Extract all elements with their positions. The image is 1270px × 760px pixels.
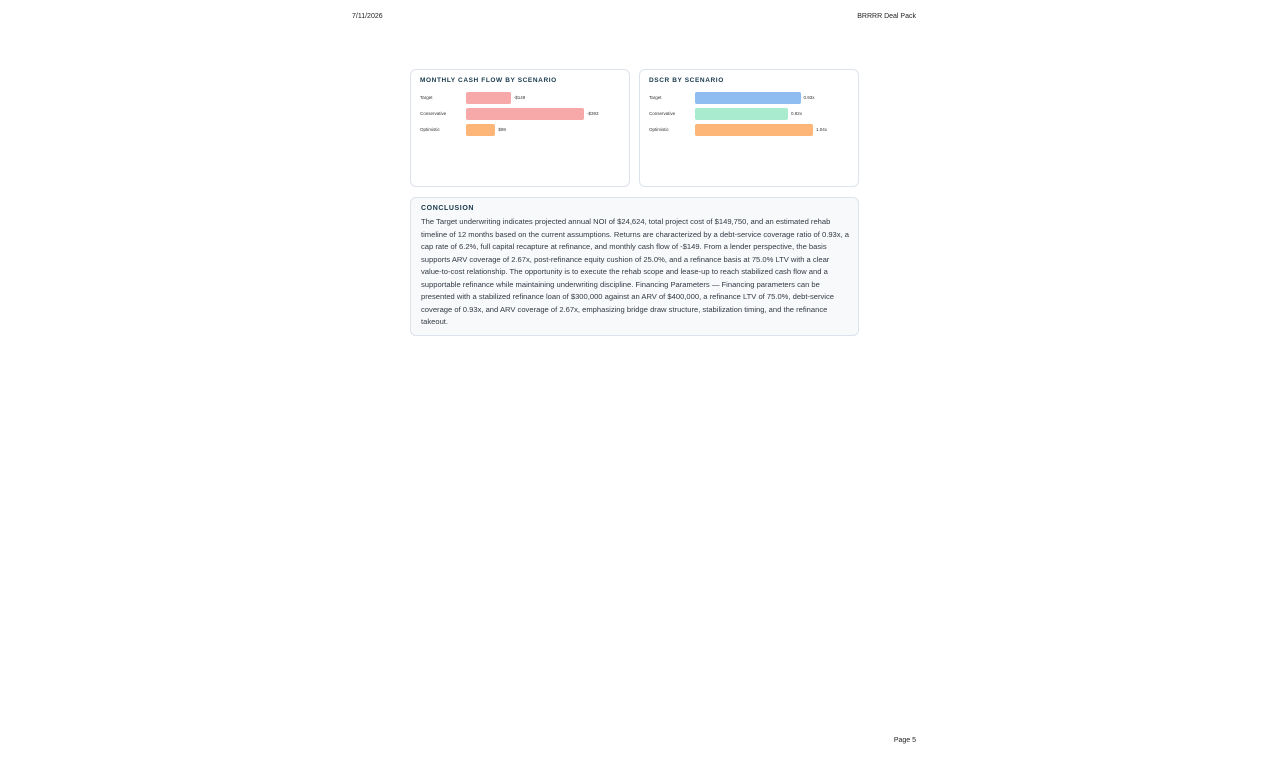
page-date: 7/11/2026 (352, 13, 383, 20)
cash-flow-bar (466, 124, 495, 136)
dscr-chart-card (639, 69, 859, 187)
cash-flow-bar-label: Target (420, 95, 433, 100)
dscr-bar-label: Target (649, 95, 662, 100)
cash-flow-bar-value: -$149 (513, 95, 526, 100)
dscr-bar-value: 0.93x (803, 95, 815, 100)
dscr-chart-title: DSCR BY SCENARIO (649, 77, 724, 84)
dscr-bar (695, 108, 788, 120)
conclusion-title: CONCLUSION (421, 205, 475, 212)
dscr-bar-label: Conservative (649, 111, 676, 116)
cash-flow-bar-row (420, 108, 625, 120)
cash-flow-bar-label: Optimistic (420, 127, 440, 132)
dscr-bar (695, 124, 813, 136)
dscr-bar-label: Optimistic (649, 127, 669, 132)
cash-flow-bar-row (420, 92, 625, 104)
dscr-bar-row (649, 108, 854, 120)
dscr-bar-value: 0.82x (791, 111, 803, 116)
page-header-title: BRRRR Deal Pack (857, 13, 916, 20)
cash-flow-chart-title: MONTHLY CASH FLOW BY SCENARIO (420, 77, 557, 84)
dscr-bar-row (649, 124, 854, 136)
cash-flow-bar (466, 92, 511, 104)
cash-flow-bar (466, 108, 584, 120)
conclusion-card (410, 197, 859, 336)
cash-flow-chart-card (410, 69, 630, 187)
cash-flow-bar-row (420, 124, 625, 136)
cash-flow-bar-value: -$393 (587, 111, 599, 116)
dscr-bar-row (649, 92, 854, 104)
page-number: Page 5 (893, 737, 916, 744)
dscr-bar (695, 92, 801, 104)
dscr-bar-value: 1.04x (816, 127, 828, 132)
cash-flow-bar-value: $98 (498, 127, 506, 132)
cash-flow-bar-label: Conservative (420, 111, 447, 116)
conclusion-body: The Target underwriting indicates projected annual NOI of $24,624, total project cost of $149,750, and an estimated rehab timeline of 12 months based on the current assumptions. Returns are characterized by a debt-service coverage ratio of 0.93x, a cap rate of 6.2%, full capital recapture at refinance, and monthly cash flow of -$149. From a lender perspective, the basis supports ARV coverage of 2.67x, post-refinance equity cushion of 25.0%, and a refinance basis at 75.0% LTV with a clear value-to-cost relationship. The opportunity is to execute the rehab scope and lease-up to reach stabilized cash flow and a supportable refinance while maintaining underwriting discipline. Financing Parameters — Financing parameters can be presented with a stabilized refinance loan of $300,000 against an ARV of $400,000, a refinance LTV of 75.0%, debt-service coverage of 0.93x, and ARV coverage of 2.67x, emphasizing bridge draw structure, stabilization timing, and the refinance takeout. (421, 217, 850, 327)
